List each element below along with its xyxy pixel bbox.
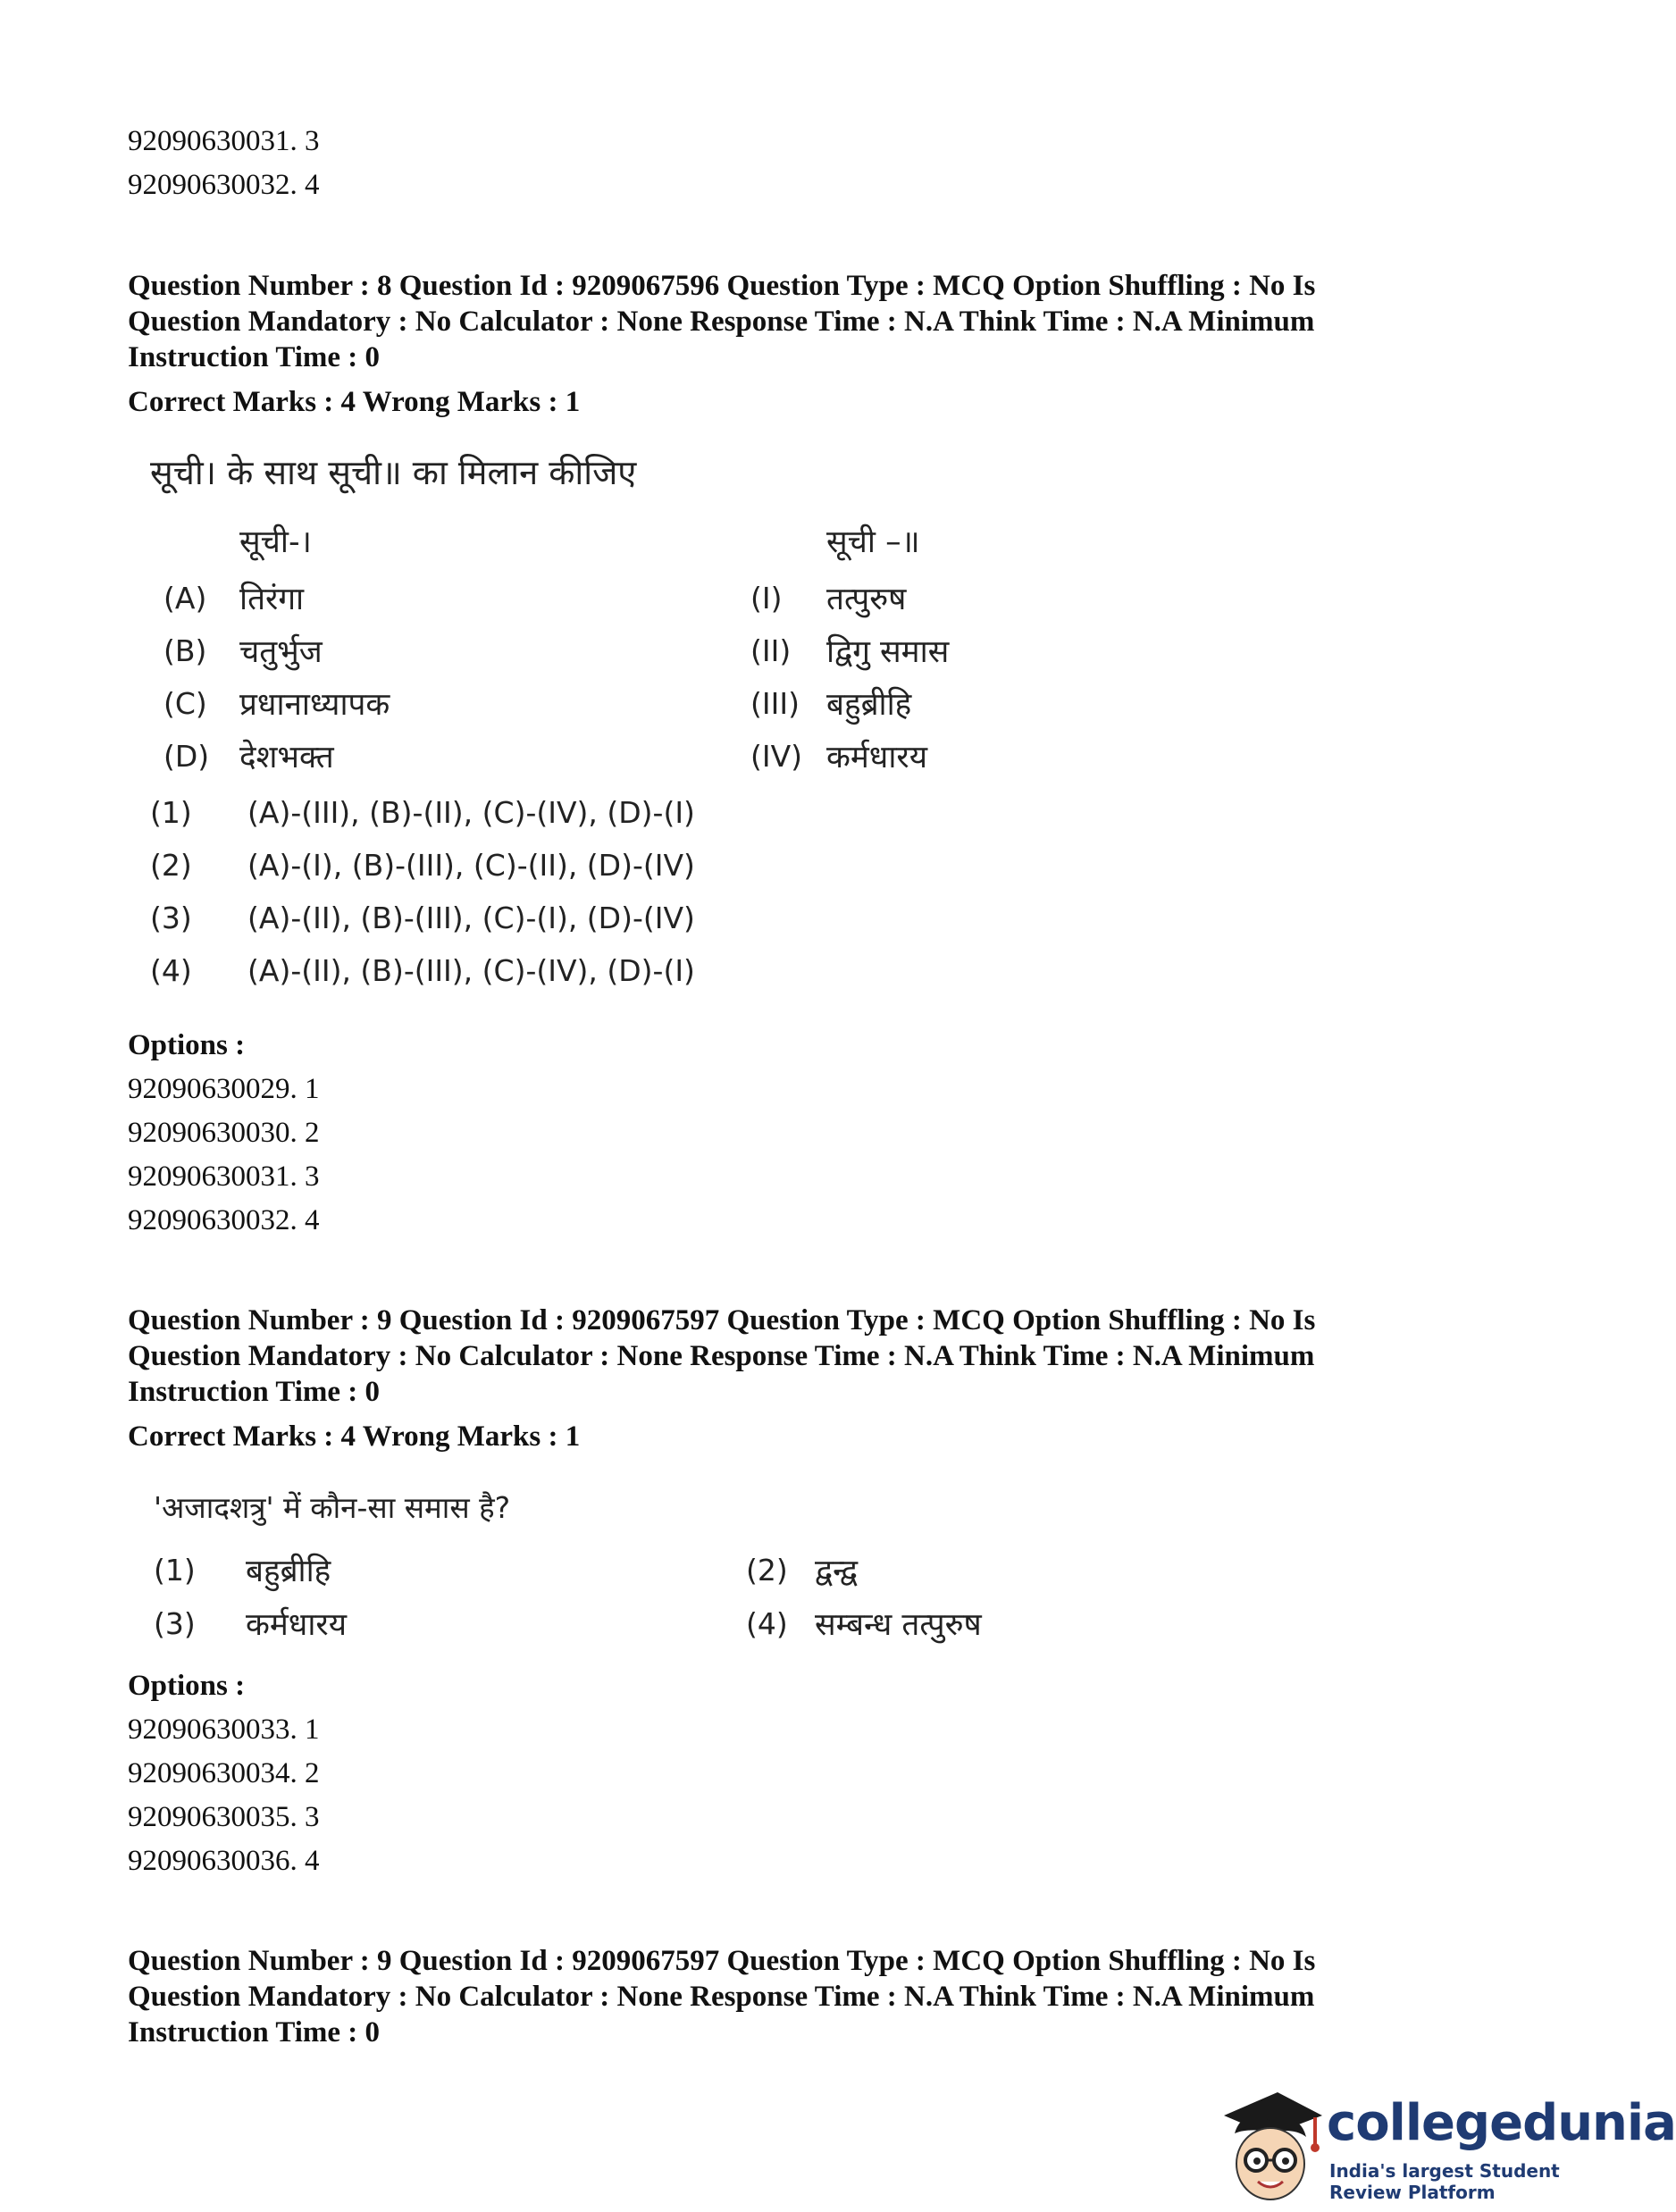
q9-choice-text: बहुब्रीहि bbox=[246, 1554, 331, 1589]
q8-options-label: Options : bbox=[128, 1029, 246, 1061]
q8-list1-key: (B) bbox=[163, 633, 207, 668]
q8-marks: Correct Marks : 4 Wrong Marks : 1 bbox=[128, 386, 581, 418]
q8-list2-key: (I) bbox=[750, 581, 783, 616]
q8-list2-title: सूची –॥ bbox=[826, 524, 920, 560]
option-line: 92090630030. 2 bbox=[128, 1117, 320, 1149]
option-line: 92090630036. 4 bbox=[128, 1845, 320, 1877]
q8-list2-item: कर्मधारय bbox=[826, 740, 928, 775]
option-line: 92090630033. 1 bbox=[128, 1713, 320, 1746]
collegedunia-logo bbox=[1215, 2082, 1676, 2207]
q9-choice-text: सम्बन्ध तत्पुरुष bbox=[815, 1607, 982, 1643]
q9-choice-text: कर्मधारय bbox=[246, 1607, 348, 1643]
q9-repeat-header: Question Number : 9 Question Id : 9209067597 Question Type : MCQ Option Shuffling : No Is Question Mandatory : No Calculator : None Response Time : N.A Think Time : N.A Minimum Instruction Time : 0 bbox=[128, 1945, 1316, 2049]
logo-wordmark: collegedunia bbox=[1327, 2094, 1676, 2152]
option-line: 92090630031. 3 bbox=[128, 125, 320, 157]
q8-list1-item: प्रधानाध्यापक bbox=[239, 687, 390, 723]
q8-choice-text: (A)-(II), (B)-(III), (C)-(I), (D)-(IV) bbox=[247, 901, 695, 935]
option-line: 92090630032. 4 bbox=[128, 169, 320, 201]
q8-choice-num: (2) bbox=[150, 848, 192, 883]
q9-choice-num: (3) bbox=[154, 1606, 196, 1641]
q8-list1-item: चतुर्भुज bbox=[239, 634, 323, 670]
q8-choice-num: (3) bbox=[150, 901, 192, 935]
q8-list1-key: (D) bbox=[163, 739, 210, 774]
option-line: 92090630034. 2 bbox=[128, 1757, 320, 1789]
q8-list2-key: (II) bbox=[750, 633, 792, 668]
q9-header: Question Number : 9 Question Id : 9209067597 Question Type : MCQ Option Shuffling : No Is Question Mandatory : No Calculator : None Response Time : N.A Think Time : N.A Minimum Instruction Time : 0 bbox=[128, 1304, 1316, 1408]
q9-marks: Correct Marks : 4 Wrong Marks : 1 bbox=[128, 1420, 581, 1453]
q8-choice-num: (4) bbox=[150, 953, 192, 988]
q9-choice-num: (1) bbox=[154, 1553, 196, 1588]
q8-choice-text: (A)-(II), (B)-(III), (C)-(IV), (D)-(I) bbox=[247, 953, 695, 988]
q8-list2-item: तत्पुरुष bbox=[826, 582, 907, 617]
q8-header: Question Number : 8 Question Id : 9209067596 Question Type : MCQ Option Shuffling : No Is Question Mandatory : No Calculator : None Response Time : N.A Think Time : N.A Minimum Instruction Time : 0 bbox=[128, 270, 1316, 373]
q8-prompt: सूची। के साथ सूची॥ का मिलान कीजिए bbox=[150, 453, 637, 492]
q9-options-label: Options : bbox=[128, 1670, 246, 1702]
q8-choice-text: (A)-(I), (B)-(III), (C)-(II), (D)-(IV) bbox=[247, 848, 695, 883]
option-line: 92090630032. 4 bbox=[128, 1204, 320, 1236]
logo-tagline: India's largest Student Review Platform bbox=[1329, 2160, 1560, 2203]
q8-list2-key: (III) bbox=[750, 686, 800, 721]
option-line: 92090630035. 3 bbox=[128, 1801, 320, 1833]
q8-list2-item: बहुब्रीहि bbox=[826, 687, 912, 723]
q8-list1-item: तिरंगा bbox=[239, 582, 305, 617]
q8-choice-text: (A)-(III), (B)-(II), (C)-(IV), (D)-(I) bbox=[247, 795, 695, 830]
q8-list2-item: द्विगु समास bbox=[826, 634, 950, 670]
q8-list1-key: (C) bbox=[163, 686, 207, 721]
mascot-icon bbox=[1215, 2082, 1327, 2207]
q9-choice-num: (2) bbox=[746, 1553, 788, 1588]
option-line: 92090630031. 3 bbox=[128, 1160, 320, 1193]
q8-list1-title: सूची-। bbox=[239, 524, 312, 560]
q8-list2-key: (IV) bbox=[750, 739, 803, 774]
q8-list1-item: देशभक्त bbox=[239, 740, 334, 775]
q8-list1-key: (A) bbox=[163, 581, 207, 616]
q9-choice-text: द्वन्द्व bbox=[815, 1554, 859, 1589]
q9-choice-num: (4) bbox=[746, 1606, 788, 1641]
option-line: 92090630029. 1 bbox=[128, 1073, 320, 1105]
q8-choice-num: (1) bbox=[150, 795, 192, 830]
q9-prompt: 'अजादशत्रु' में कौन-सा समास है? bbox=[154, 1490, 511, 1525]
